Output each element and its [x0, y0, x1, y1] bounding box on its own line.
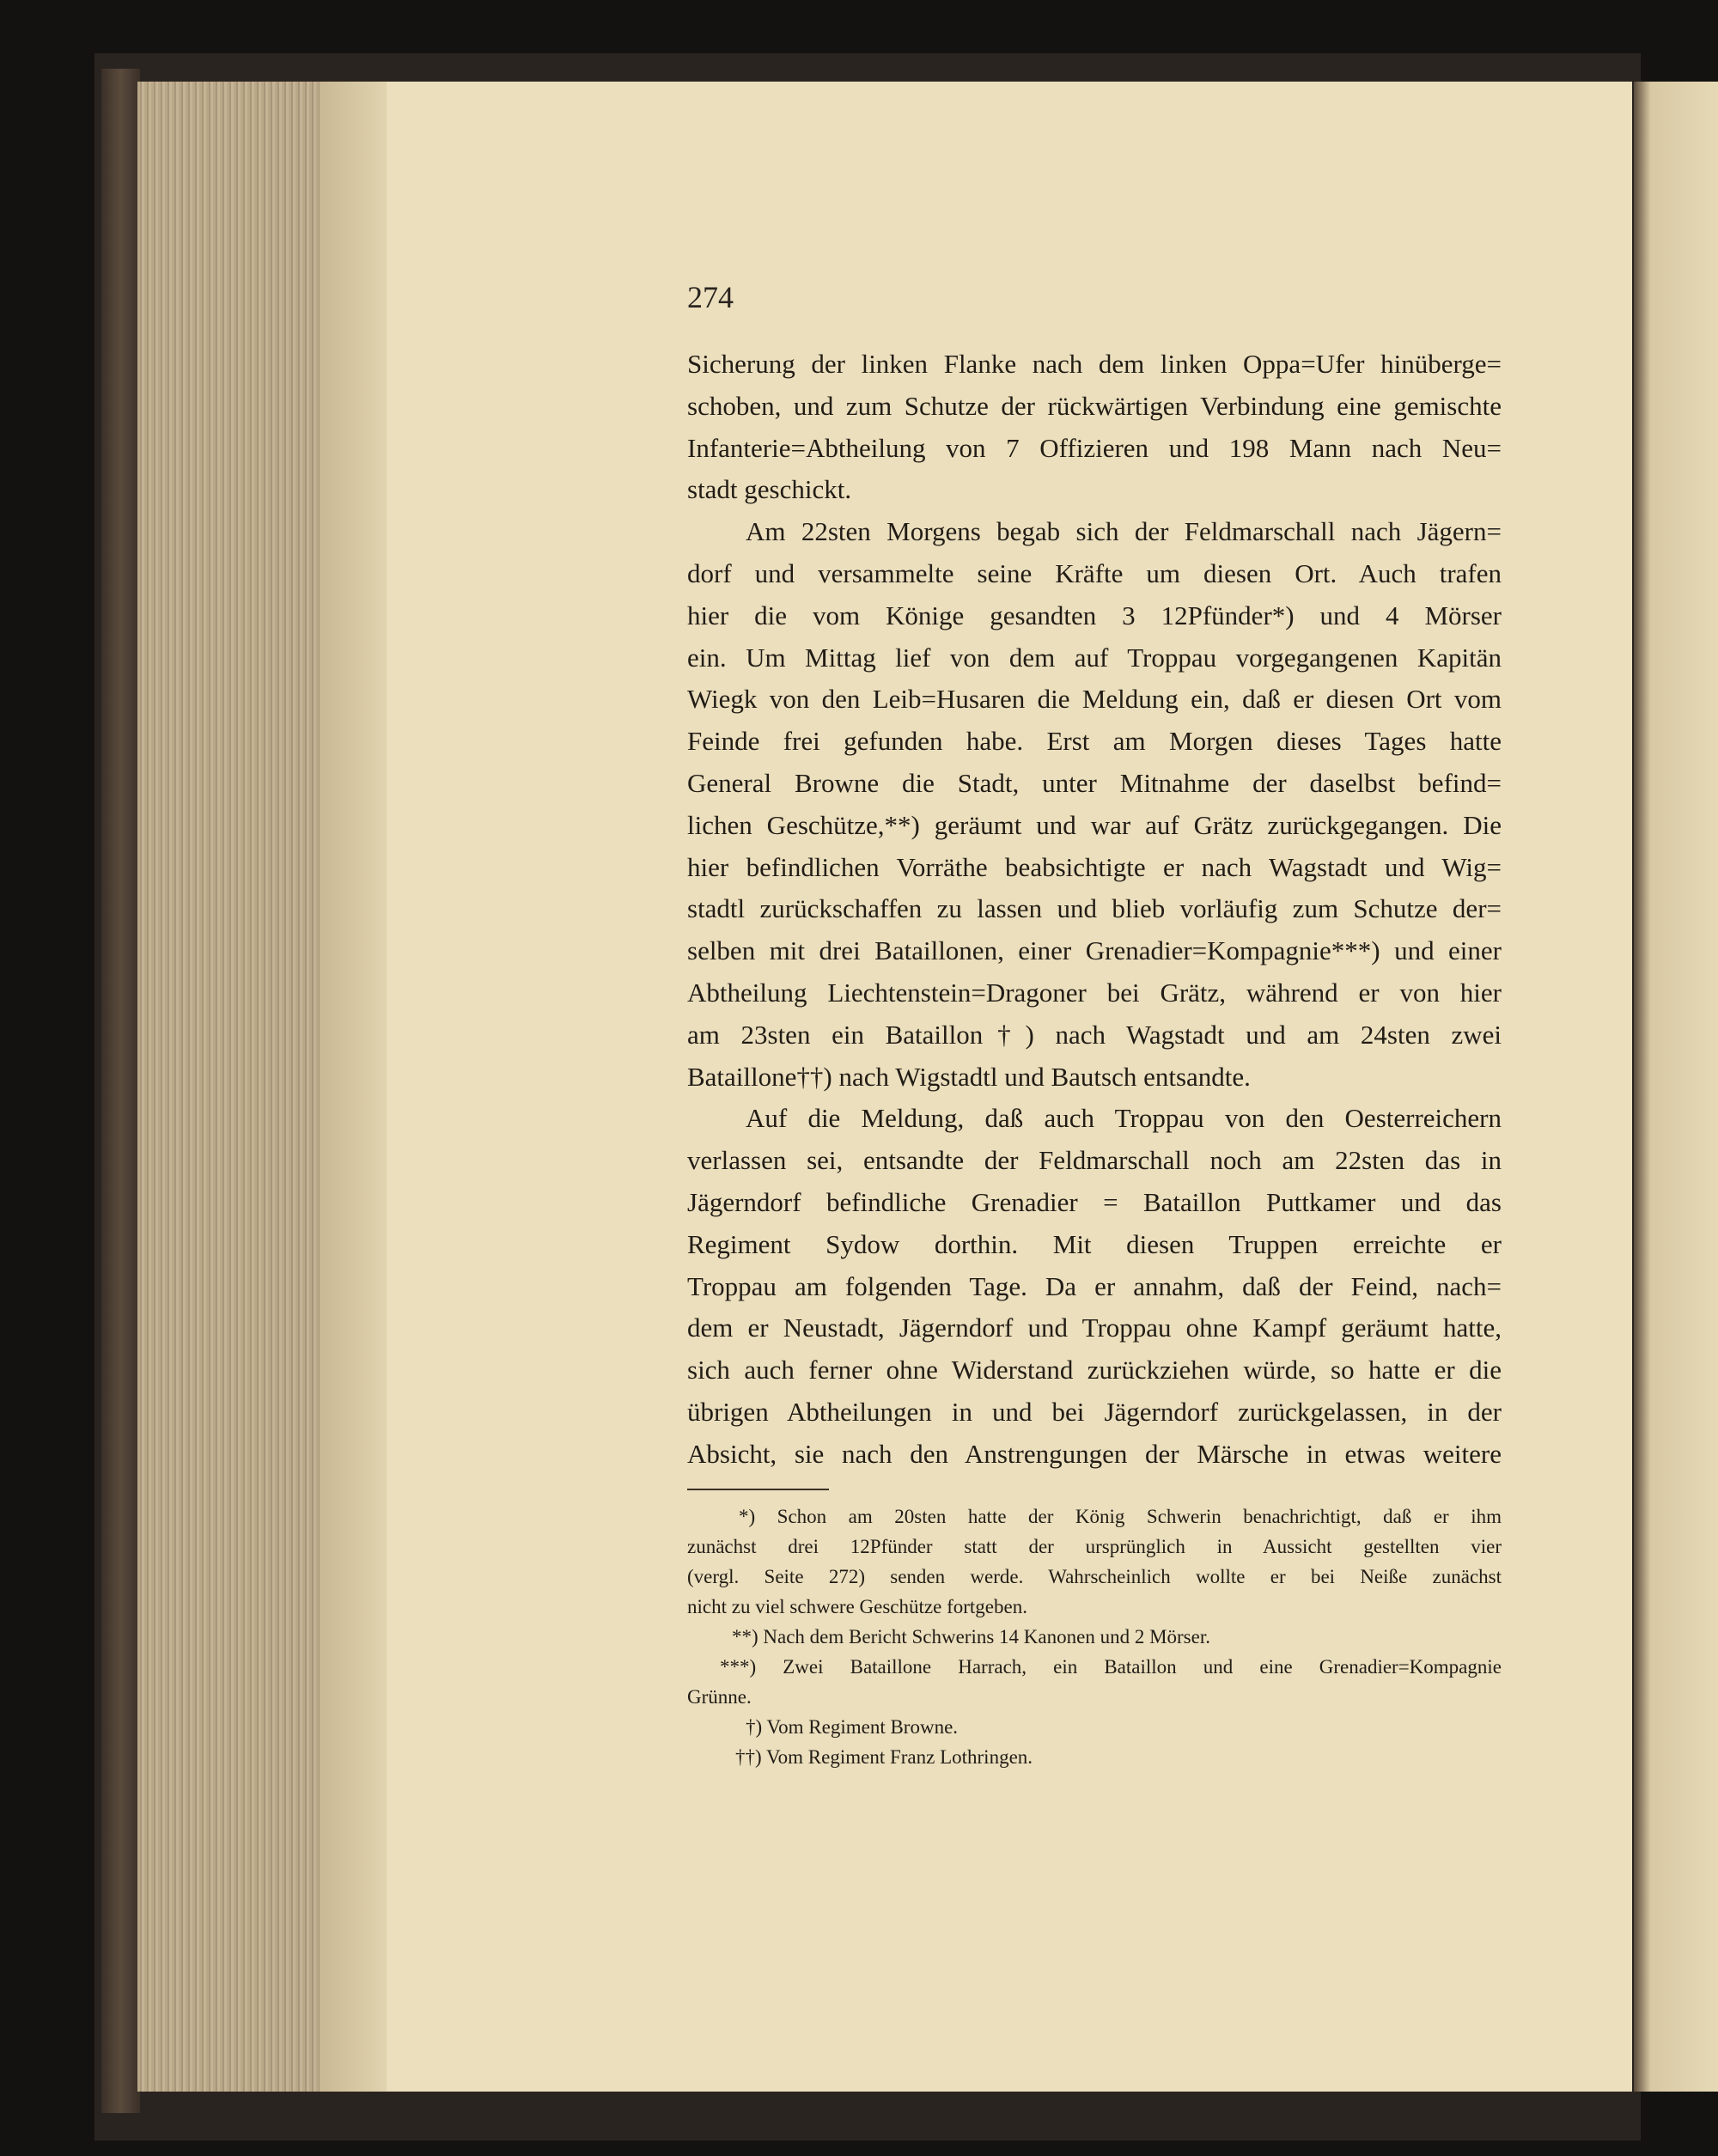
- text-line: verlassen sei, entsandte der Feldmarschall noch am 22sten das in: [687, 1145, 1502, 1176]
- text-line: Feinde frei gefunden habe. Erst am Morgen dieses Tages hatte: [687, 726, 1502, 757]
- page-number: 274: [687, 280, 734, 314]
- footnote-separator: [687, 1489, 829, 1490]
- footnote-line: *) Schon am 20sten hatte der König Schwerin benachrichtigt, daß er ihm: [739, 1506, 1502, 1527]
- footnote-line: Grünne.: [687, 1686, 752, 1708]
- main-text: [687, 344, 1502, 1476]
- text-line: Absicht, sie nach den Anstrengungen der Märsche in etwas weitere: [687, 1438, 1502, 1469]
- text-line: hier die vom Könige gesandten 3 12Pfünder*) und 4 Mörser: [687, 600, 1502, 630]
- footnote-line: †) Vom Regiment Browne.: [746, 1716, 959, 1738]
- text-line: sich auch ferner ohne Widerstand zurückziehen würde, so hatte er die: [687, 1355, 1502, 1386]
- gutter: [320, 82, 388, 2092]
- text-line: ein. Um Mittag lief von dem auf Troppau vorgegangenen Kapitän: [687, 642, 1502, 673]
- text-line: Infanterie=Abtheilung von 7 Offizieren und 198 Mann nach Neu=: [687, 432, 1502, 463]
- footnote-line: zunächst drei 12Pfünder statt der ursprünglich in Aussicht gestellten vier: [687, 1536, 1502, 1557]
- text-line: Auf die Meldung, daß auch Troppau von den Oesterreichern: [746, 1103, 1502, 1134]
- text-line: Troppau am folgenden Tage. Da er annahm, daß der Feind, nach=: [687, 1270, 1502, 1301]
- text-line: Sicherung der linken Flanke nach dem linken Oppa=Ufer hinüberge=: [687, 349, 1502, 379]
- text-line: schoben, und zum Schutze der rückwärtigen Verbindung eine gemischte: [687, 390, 1502, 421]
- footnote-line: ††) Vom Regiment Franz Lothringen.: [735, 1746, 1033, 1768]
- text-line: Am 22sten Morgens begab sich der Feldmarschall nach Jägern=: [746, 516, 1502, 547]
- text-line: am 23sten ein Bataillon†) nach Wagstadt und am 24sten zwei: [687, 1019, 1502, 1050]
- footnote-line: (vergl. Seite 272) senden werde. Wahrscheinlich wollte er bei Neiße zunächst: [687, 1566, 1502, 1587]
- text-line: General Browne die Stadt, unter Mitnahme der daselbst befind=: [687, 767, 1502, 798]
- book-spine: [101, 69, 140, 2113]
- footnote-line: ***) Zwei Bataillone Harrach, ein Bataillon und eine Grenadier=Kompagnie: [720, 1656, 1502, 1678]
- footnote-line: nicht zu viel schwere Geschütze fortgeben.: [687, 1596, 1027, 1617]
- text-line: lichen Geschütze,**) geräumt und war auf Grätz zurückgegangen. Die: [687, 809, 1502, 840]
- text-line: Bataillone††) nach Wigstadtl und Bautsch entsandte.: [687, 1061, 1251, 1092]
- text-line: stadt geschickt.: [687, 474, 852, 505]
- text-line: dem er Neustadt, Jägerndorf und Troppau ohne Kampf geräumt hatte,: [687, 1312, 1502, 1343]
- page-edges: [137, 82, 322, 2092]
- text-line: Jägerndorf befindliche Grenadier = Bataillon Puttkamer und das: [687, 1186, 1502, 1217]
- facing-page-edge: [1634, 82, 1718, 2092]
- text-line: übrigen Abtheilungen in und bei Jägerndorf zurückgelassen, in der: [687, 1396, 1502, 1427]
- text-line: stadtl zurückschaffen zu lassen und blieb vorläufig zum Schutze der=: [687, 893, 1502, 924]
- text-line: Regiment Sydow dorthin. Mit diesen Truppen erreichte er: [687, 1228, 1502, 1259]
- text-line: dorf und versammelte seine Kräfte um diesen Ort. Auch trafen: [687, 557, 1502, 588]
- text-line: selben mit drei Bataillonen, einer Grenadier=Kompagnie***) und einer: [687, 935, 1502, 966]
- text-line: hier befindlichen Vorräthe beabsichtigte er nach Wagstadt und Wig=: [687, 851, 1502, 882]
- footnote-line: **) Nach dem Bericht Schwerins 14 Kanonen und 2 Mörser.: [732, 1626, 1210, 1647]
- footnotes: [687, 1501, 1502, 1772]
- text-line: Abtheilung Liechtenstein=Dragoner bei Grätz, während er von hier: [687, 977, 1502, 1008]
- text-line: Wiegk von den Leib=Husaren die Meldung ein, daß er diesen Ort vom: [687, 684, 1502, 715]
